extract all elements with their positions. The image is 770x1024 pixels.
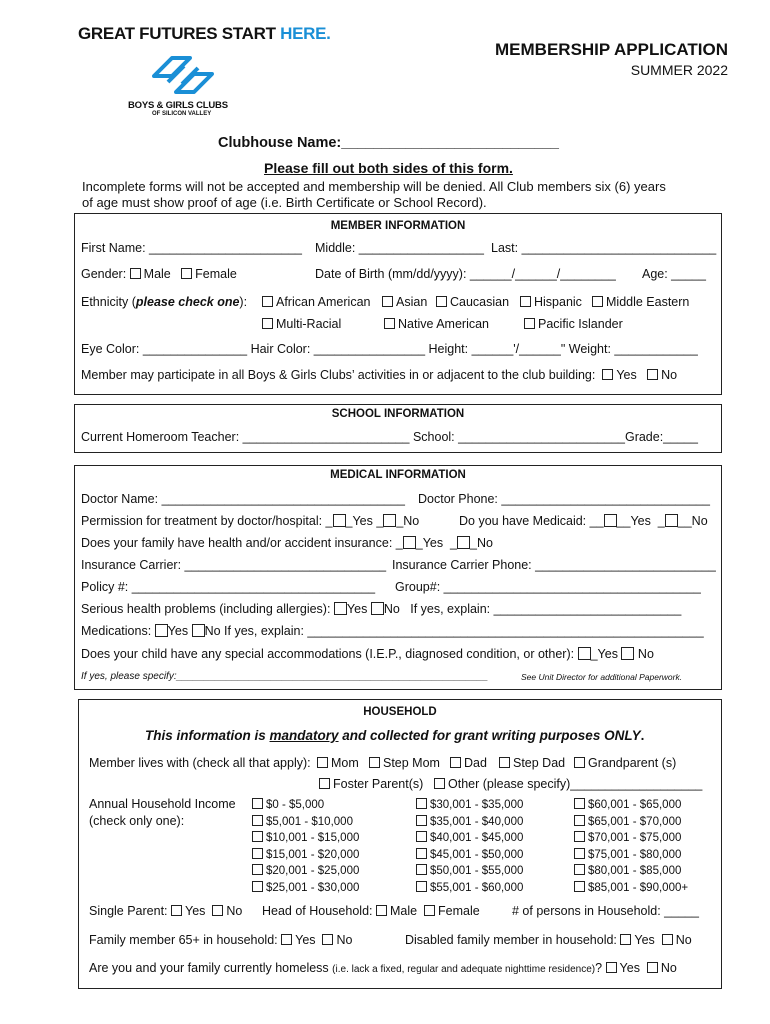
medicaid-yes-checkbox[interactable] [604, 514, 617, 527]
income-checkbox[interactable] [252, 864, 263, 875]
disabled-yes-label: Yes [634, 933, 655, 947]
medicaid-yes-label: Yes [630, 514, 651, 528]
accommodations-yes-checkbox[interactable] [578, 647, 591, 660]
ethnicity-option[interactable] [384, 317, 489, 331]
physical-description-fields[interactable]: Eye Color: _______________ Hair Color: ________________ Height: ______'/______" Weight: ____________ [81, 342, 698, 356]
income-column-3 [574, 797, 688, 896]
gender-label: Gender: [81, 267, 127, 281]
lives-with-option-label: Foster Parent(s) [333, 777, 424, 791]
income-option-label: $30,001 - $35,000 [430, 799, 524, 811]
ethnicity-label-pre: Ethnicity ( [81, 295, 136, 309]
income-option-label: $70,001 - $75,000 [588, 832, 682, 844]
club-logo-icon [148, 52, 218, 98]
income-checkbox[interactable] [574, 815, 585, 826]
income-option[interactable] [574, 880, 688, 897]
income-checkbox[interactable] [416, 798, 427, 809]
lives-with-option-label: Other (please specify)___________________ [448, 777, 703, 791]
single-parent-row [89, 904, 242, 918]
income-option[interactable] [416, 847, 523, 864]
insurance-yes-label: Yes [422, 536, 444, 550]
ethnicity-option-label: Caucasian [450, 295, 510, 309]
org-subname: OF SILICON VALLEY [152, 111, 212, 117]
tagline [78, 24, 331, 44]
last-name-field[interactable]: Last: ____________________________ [491, 241, 717, 255]
insurance-carrier-phone-field[interactable]: Insurance Carrier Phone: __________________________ [392, 558, 716, 572]
medicaid-row: Do you have Medicaid: __ __Yes _ __No [459, 514, 708, 528]
income-option-label: $85,001 - $90,000+ [588, 881, 689, 894]
ethnicity-option[interactable] [262, 317, 341, 331]
income-option-label: $50,001 - $55,000 [430, 865, 524, 877]
homeless-question-mark: ? [595, 961, 603, 975]
ethnicity-checkbox[interactable] [436, 296, 447, 307]
income-option-label: $80,001 - $85,000 [588, 865, 682, 877]
gender-male-label: Male [143, 267, 171, 281]
income-option[interactable] [252, 830, 359, 847]
head-of-household-label: Head of Household: [262, 904, 373, 918]
lives-with-option[interactable] [369, 756, 440, 770]
lives-with-option-label: Grandparent (s) [588, 756, 677, 770]
single-parent-yes-checkbox[interactable] [171, 905, 182, 916]
income-option[interactable] [252, 797, 359, 814]
income-checkbox[interactable] [252, 848, 263, 859]
income-option-label: $25,001 - $30,000 [266, 881, 360, 894]
persons-in-household-field[interactable]: # of persons in Household: _____ [512, 904, 699, 918]
see-unit-director-note: See Unit Director for additional Paperwork. [521, 672, 683, 682]
ethnicity-option-label: Asian [396, 295, 428, 309]
income-option[interactable] [252, 863, 359, 880]
homeless-no-label: No [660, 961, 677, 975]
group-number-field[interactable]: Group#: _____________________________________ [395, 580, 701, 594]
member-heading: MEMBER INFORMATION [330, 220, 466, 232]
tagline-part2: HERE. [280, 24, 331, 43]
insurance-no-label: No [476, 536, 493, 550]
lives-with-checkbox[interactable] [319, 778, 330, 789]
senior-no-checkbox[interactable] [322, 934, 333, 945]
income-checkbox[interactable] [416, 848, 427, 859]
serious-explain-field[interactable]: If yes, explain: ___________________________ [410, 602, 682, 616]
insurance-question: Does your family have health and/or accident insurance: [81, 536, 393, 550]
gender-male-checkbox[interactable] [130, 268, 141, 279]
medicaid-no-label: No [691, 514, 708, 528]
lives-with-option-label: Step Mom [383, 756, 440, 770]
income-option[interactable] [416, 797, 523, 814]
disabled-member-row [405, 933, 692, 947]
lives-with-option[interactable] [450, 756, 487, 770]
homeless-question: Are you and your family currently homeless [89, 961, 329, 975]
page-title: MEMBERSHIP APPLICATION [495, 40, 728, 59]
ethnicity-option[interactable] [524, 317, 623, 331]
specify-field[interactable]: If yes, please specify:________________________________________________________ [81, 671, 489, 682]
income-checkbox[interactable] [574, 798, 585, 809]
lives-with-option[interactable] [499, 756, 565, 770]
income-option[interactable] [574, 814, 688, 831]
lives-with-option[interactable] [434, 777, 702, 791]
participation-yes-label: Yes [616, 368, 637, 382]
senior-yes-checkbox[interactable] [281, 934, 292, 945]
age-field[interactable]: Age: _____ [642, 267, 706, 281]
income-checkbox[interactable] [416, 864, 427, 875]
disabled-yes-checkbox[interactable] [620, 934, 631, 945]
ethnicity-label-bold: please check one [135, 295, 240, 309]
ethnicity-option-label: African American [276, 295, 371, 309]
senior-member-question: Family member 65+ in household: [89, 933, 278, 947]
ethnicity-checkbox[interactable] [592, 296, 603, 307]
senior-yes-label: Yes [295, 933, 316, 947]
ethnicity-checkbox[interactable] [262, 318, 273, 329]
accommodations-no-label: No [637, 647, 654, 661]
permission-yes-label: Yes [352, 514, 373, 528]
org-name: BOYS & GIRLS CLUBS [128, 100, 228, 111]
accommodations-question: Does your child have any special accommodations (I.E.P., diagnosed condition, or other): [81, 647, 575, 661]
serious-yes-checkbox[interactable] [334, 602, 347, 615]
ethnicity-checkbox[interactable] [384, 318, 395, 329]
income-checkbox[interactable] [416, 815, 427, 826]
lives-with-checkbox[interactable] [574, 757, 585, 768]
medications-explain-field[interactable]: If yes, explain: _________________________________________________________ [224, 624, 704, 638]
income-checkbox[interactable] [252, 881, 263, 892]
income-option[interactable] [252, 814, 359, 831]
head-female-label: Female [438, 904, 480, 918]
insurance-carrier-field[interactable]: Insurance Carrier: _____________________________ [81, 558, 387, 572]
income-checkbox[interactable] [252, 798, 263, 809]
medical-heading: MEDICAL INFORMATION [330, 469, 466, 481]
dob-field[interactable]: Date of Birth (mm/dd/yyyy): ______/______/________ [315, 267, 616, 281]
doctor-phone-field[interactable]: Doctor Phone: ______________________________ [418, 492, 710, 506]
income-option[interactable] [574, 797, 688, 814]
income-note: (check only one): [89, 814, 185, 828]
ethnicity-label [81, 295, 247, 309]
medications-no-label: No [204, 624, 221, 638]
ethnicity-checkbox[interactable] [524, 318, 535, 329]
gender-row [81, 267, 237, 281]
ethnicity-checkbox[interactable] [262, 296, 273, 307]
ethnicity-option[interactable] [592, 295, 689, 309]
homeless-yes-checkbox[interactable] [606, 962, 617, 973]
ethnicity-option-label: Hispanic [534, 295, 582, 309]
first-name-field[interactable]: First Name: ______________________ [81, 241, 303, 255]
mandatory-notice [145, 728, 644, 743]
permission-no-checkbox[interactable] [383, 514, 396, 527]
insurance-row: Does your family have health and/or accident insurance: _ _Yes _ _No [81, 536, 493, 550]
school-information-section [74, 404, 722, 453]
serious-health-row [81, 602, 681, 616]
ethnicity-option-label: Native American [398, 317, 490, 331]
mandatory-notice-pre: This information is [145, 728, 270, 743]
mandatory-notice-post: and collected for grant writing purposes ONLY [338, 728, 641, 743]
permission-question: Permission for treatment by doctor/hospital: [81, 514, 323, 528]
single-parent-no-checkbox[interactable] [212, 905, 223, 916]
medications-no-checkbox[interactable] [192, 624, 205, 637]
income-checkbox[interactable] [416, 831, 427, 842]
senior-no-label: No [336, 933, 353, 947]
homeless-no-checkbox[interactable] [647, 962, 658, 973]
income-option-label: $15,001 - $20,000 [266, 848, 360, 861]
income-option[interactable] [252, 847, 359, 864]
disabled-member-question: Disabled family member in household: [405, 933, 617, 947]
income-option-label: $0 - $5,000 [266, 799, 325, 811]
accommodations-row: Does your child have any special accommodations (I.E.P., diagnosed condition, or other): _Yes No [81, 647, 654, 661]
lives-with-option-label: Mom [331, 756, 359, 770]
fill-both-sides-notice: Please fill out both sides of this form. [264, 160, 513, 176]
participation-yes-checkbox[interactable] [602, 369, 613, 380]
income-option-label: $65,001 - $70,000 [588, 815, 682, 828]
serious-health-question: Serious health problems (including allergies): [81, 602, 331, 616]
ethnicity-label-post: ): [239, 295, 248, 309]
lives-with-checkbox[interactable] [317, 757, 328, 768]
ethnicity-checkbox[interactable] [520, 296, 531, 307]
head-male-label: Male [389, 904, 418, 918]
clubhouse-name-field[interactable]: Clubhouse Name:___________________________ [218, 135, 559, 151]
income-option[interactable] [416, 814, 523, 831]
school-heading: SCHOOL INFORMATION [331, 408, 465, 420]
lives-with-option[interactable] [317, 756, 359, 770]
ethnicity-option[interactable] [262, 295, 370, 309]
income-option-label: $60,001 - $65,000 [588, 799, 682, 811]
serious-no-checkbox[interactable] [371, 602, 384, 615]
senior-member-row [89, 933, 352, 947]
single-parent-no-label: No [226, 904, 243, 918]
single-parent-label: Single Parent: [89, 904, 168, 918]
income-checkbox[interactable] [252, 831, 263, 842]
intro-line-2: of age must show proof of age (i.e. Birth Certificate or School Record). [82, 195, 487, 210]
head-male-checkbox[interactable] [376, 905, 387, 916]
income-option-label: $75,001 - $80,000 [588, 848, 682, 861]
intro-line-1: Incomplete forms will not be accepted and membership will be denied. All Club members six (6) years [82, 179, 666, 194]
income-option-label: $10,001 - $15,000 [266, 832, 360, 844]
income-option[interactable] [416, 863, 523, 880]
tagline-part1: GREAT FUTURES START [78, 24, 281, 43]
income-option-label: $35,001 - $40,000 [430, 815, 524, 828]
participation-row [81, 368, 677, 382]
ethnicity-option-label: Middle Eastern [606, 295, 690, 309]
income-option[interactable] [252, 880, 359, 897]
mandatory-notice-dot: . [640, 728, 645, 743]
medications-row [81, 624, 704, 638]
lives-with-option[interactable] [319, 777, 423, 791]
mandatory-notice-emphasis: mandatory [269, 728, 339, 743]
income-checkbox[interactable] [574, 864, 585, 875]
doctor-name-field[interactable]: Doctor Name: ___________________________________ [81, 492, 405, 506]
permission-row: Permission for treatment by doctor/hospital: _ _Yes _ _No [81, 514, 420, 528]
permission-no-label: No [403, 514, 420, 528]
income-option[interactable] [416, 830, 523, 847]
income-option-label: $5,001 - $10,000 [266, 815, 353, 828]
head-of-household-row [262, 904, 480, 918]
medications-question: Medications: [81, 624, 152, 638]
participation-no-label: No [661, 368, 678, 382]
ethnicity-option-label: Pacific Islander [538, 317, 623, 331]
income-label: Annual Household Income [89, 797, 236, 811]
income-checkbox[interactable] [252, 815, 263, 826]
participation-no-checkbox[interactable] [647, 369, 658, 380]
medications-yes-label: Yes [167, 624, 189, 638]
household-section [78, 699, 722, 989]
household-heading: HOUSEHOLD [363, 706, 437, 718]
lives-with-checkbox[interactable] [499, 757, 510, 768]
policy-number-field[interactable]: Policy #: ___________________________________ [81, 580, 376, 594]
income-checkbox[interactable] [416, 881, 427, 892]
serious-no-label: No [383, 602, 400, 616]
lives-with-option[interactable] [574, 756, 676, 770]
medicaid-no-checkbox[interactable] [665, 514, 678, 527]
income-checkbox[interactable] [574, 881, 585, 892]
school-fields[interactable]: Current Homeroom Teacher: ________________________ School: ________________________Grade:_____ [81, 430, 698, 444]
gender-female-checkbox[interactable] [181, 268, 192, 279]
income-checkbox[interactable] [574, 848, 585, 859]
homeless-yes-label: Yes [619, 961, 640, 975]
middle-name-field[interactable]: Middle: __________________ [315, 241, 484, 255]
lives-with-label: Member lives with (check all that apply): [89, 756, 311, 770]
homeless-row [89, 961, 677, 975]
gender-female-label: Female [195, 267, 237, 281]
lives-with-checkbox[interactable] [369, 757, 380, 768]
insurance-no-checkbox[interactable] [457, 536, 470, 549]
serious-yes-label: Yes [346, 602, 368, 616]
season: SUMMER 2022 [630, 62, 728, 78]
medicaid-question: Do you have Medicaid: [459, 514, 587, 528]
homeless-note: (i.e. lack a fixed, regular and adequate nighttime residence) [332, 964, 596, 975]
income-checkbox[interactable] [574, 831, 585, 842]
income-option-label: $45,001 - $50,000 [430, 848, 524, 861]
medications-yes-checkbox[interactable] [155, 624, 168, 637]
income-option[interactable] [574, 863, 688, 880]
income-option[interactable] [574, 830, 688, 847]
single-parent-yes-label: Yes [185, 904, 206, 918]
income-option-label: $20,001 - $25,000 [266, 865, 360, 877]
lives-with-option-label: Step Dad [513, 756, 566, 770]
income-option[interactable] [416, 880, 523, 897]
income-column-2 [416, 797, 523, 896]
disabled-no-label: No [675, 933, 692, 947]
ethnicity-checkbox[interactable] [382, 296, 393, 307]
disabled-no-checkbox[interactable] [662, 934, 673, 945]
income-option[interactable] [574, 847, 688, 864]
participation-question: Member may participate in all Boys & Girls Clubs’ activities in or adjacent to the club building: [81, 368, 596, 382]
lives-with-option-label: Dad [464, 756, 487, 770]
ethnicity-option[interactable] [520, 295, 582, 309]
ethnicity-option-label: Multi-Racial [276, 317, 342, 331]
accommodations-no-checkbox[interactable] [621, 647, 634, 660]
lives-with-checkbox[interactable] [450, 757, 461, 768]
income-option-label: $55,001 - $60,000 [430, 881, 524, 894]
member-information-section [74, 213, 722, 395]
insurance-yes-checkbox[interactable] [403, 536, 416, 549]
ethnicity-option[interactable] [436, 295, 509, 309]
ethnicity-option[interactable] [382, 295, 427, 309]
income-column-1 [252, 797, 359, 896]
head-female-checkbox[interactable] [424, 905, 435, 916]
income-option-label: $40,001 - $45,000 [430, 832, 524, 844]
lives-with-checkbox[interactable] [434, 778, 445, 789]
accommodations-yes-label: Yes [597, 647, 618, 661]
permission-yes-checkbox[interactable] [333, 514, 346, 527]
medical-information-section [74, 465, 722, 690]
